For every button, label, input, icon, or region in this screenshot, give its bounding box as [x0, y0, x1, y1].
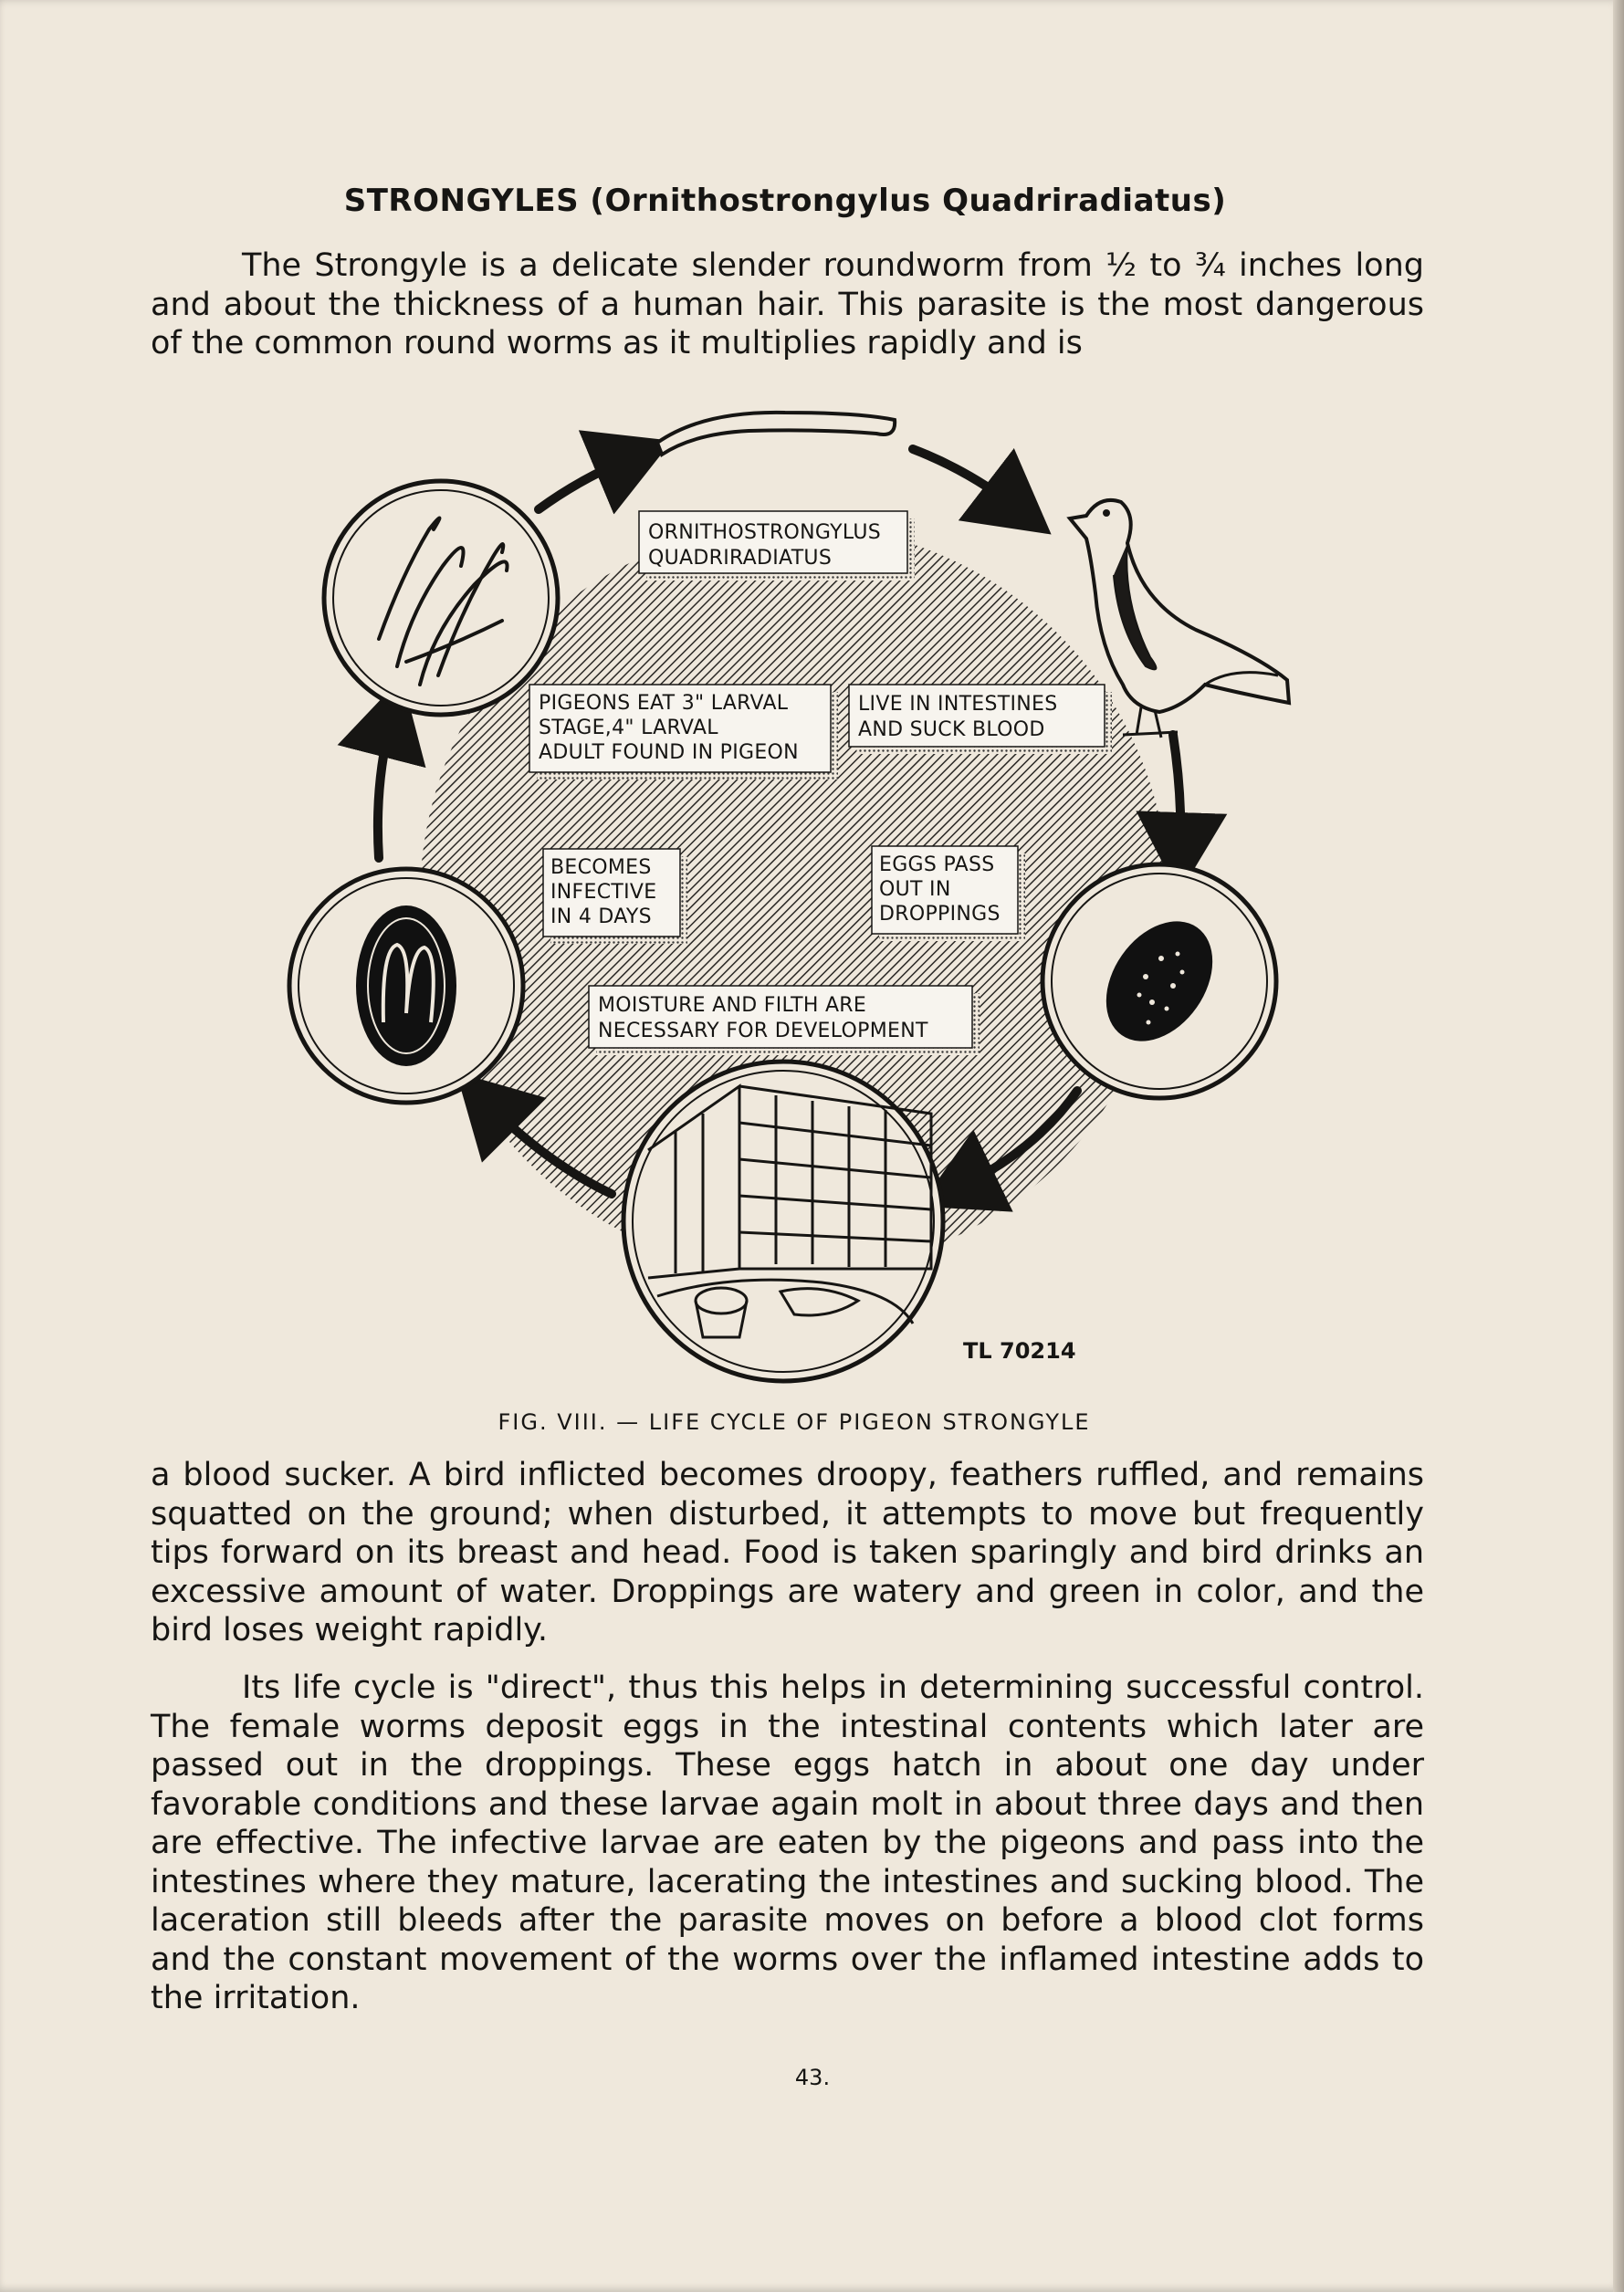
arrow-top-left — [539, 458, 630, 509]
pigeon-loft-circle — [623, 1062, 943, 1381]
egg-droppings-circle — [1043, 864, 1276, 1098]
worms-circle — [324, 481, 558, 715]
label-pigeons-eat — [529, 685, 838, 780]
arrow-right — [1173, 735, 1180, 849]
arrow-top-right — [913, 449, 1015, 507]
adult-worm-drawing — [657, 413, 895, 455]
eggs-pass-line1: EGGS PASS — [879, 853, 995, 876]
paragraph-intro: The Strongyle is a delicate slender roundworm from ½ to ¾ inches long and about the thickness of a human hair. This parasite is the most dangerous of the common round worms as it multiplies rapidly and is — [151, 247, 1424, 361]
moisture-line1: MOISTURE AND FILTH ARE — [598, 994, 867, 1017]
arrow-left — [378, 721, 391, 858]
pigeons-eat-line1: PIGEONS EAT 3" LARVAL — [539, 692, 789, 715]
page-edge-shadow — [1613, 0, 1624, 2292]
infective-line1: BECOMES — [550, 856, 652, 879]
live-intestines-line1: LIVE IN INTESTINES — [858, 693, 1058, 716]
species-label-line2: QUADRIRADIATUS — [648, 547, 833, 570]
section-heading: STRONGYLES (Ornithostrongylus Quadriradiatus) — [343, 183, 1227, 219]
infective-egg-circle — [289, 869, 523, 1103]
label-moisture-filth — [589, 986, 980, 1055]
infective-line3: IN 4 DAYS — [550, 905, 652, 928]
life-cycle-figure — [274, 392, 1315, 1406]
paragraph-life-cycle: Its life cycle is "direct", thus this helps in determining successful control. The female worms deposit eggs in the intestinal contents which later are passed out in the droppings. These eggs hatch in about one day under favorable conditions and these larvae again molt in about three days and then are effective. The infective larvae are eaten by the pigeons and pass into the intestines where they mature, lacerating the intestines and sucking blood. The laceration still bleeds after the parasite moves on before a blood clot forms and the constant movement of the worms over the inflamed intestine adds to the irritation. — [151, 1669, 1424, 2016]
infective-line2: INFECTIVE — [550, 881, 657, 904]
paragraph-symptoms: a blood sucker. A bird inflicted becomes droopy, feathers ruffled, and remains squatted on the ground; when disturbed, it attempts to move but frequently tips forward on its breast and head. Food is taken sparingly and bird drinks an excessive amount of water. Droppings are watery and green in color, and the bird loses weight rapidly. — [151, 1457, 1424, 1648]
figure-caption: FIG. VIII. — LIFE CYCLE OF PIGEON STRONGYLE — [498, 1409, 1091, 1435]
moisture-line2: NECESSARY FOR DEVELOPMENT — [598, 1020, 928, 1042]
pigeons-eat-line2: STAGE,4" LARVAL — [539, 717, 718, 739]
life-cycle-illustration — [274, 392, 1315, 1406]
eggs-pass-line3: DROPPINGS — [879, 903, 1001, 926]
page-number: 43. — [794, 2065, 831, 2090]
figure-code: TL 70214 — [963, 1338, 1076, 1364]
pigeons-eat-line3: ADULT FOUND IN PIGEON — [539, 741, 799, 764]
label-live-intestines — [849, 685, 1112, 754]
label-becomes-infective — [543, 849, 687, 944]
label-eggs-pass — [872, 846, 1025, 941]
eggs-pass-line2: OUT IN — [879, 878, 951, 901]
live-intestines-line2: AND SUCK BLOOD — [858, 718, 1045, 741]
label-species — [639, 511, 915, 581]
species-label-line1: ORNITHOSTRONGYLUS — [648, 521, 882, 544]
